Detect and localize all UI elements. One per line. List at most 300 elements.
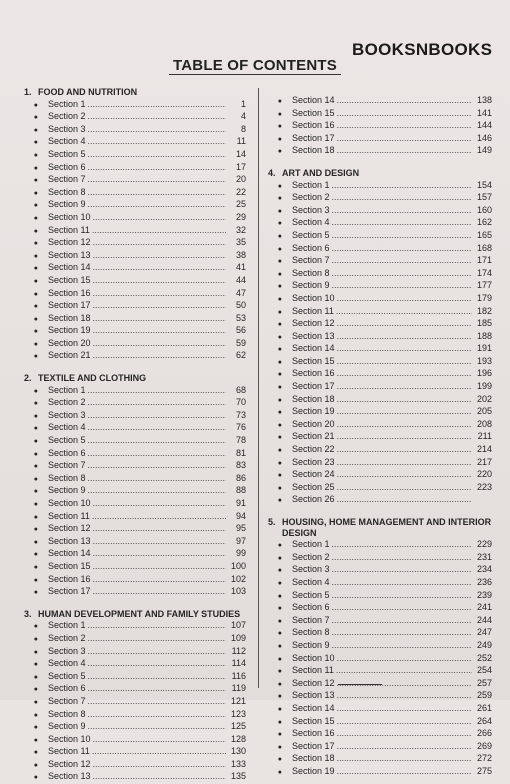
dot-leader xyxy=(337,120,472,131)
bullet-icon: ● xyxy=(277,283,282,291)
section-label: Section 15 xyxy=(48,560,91,571)
dot-leader xyxy=(93,300,226,311)
dot-leader xyxy=(88,448,226,459)
bullet-icon: ● xyxy=(277,346,282,354)
dot-leader xyxy=(337,133,472,144)
page-number: 112 xyxy=(231,645,246,656)
section-label: Section 19 xyxy=(292,406,335,417)
toc-entry xyxy=(268,331,492,344)
dot-leader xyxy=(336,306,472,317)
section-label: Section 8 xyxy=(292,267,330,278)
dot-leader xyxy=(88,683,226,694)
bullet-icon: ● xyxy=(277,554,282,562)
toc-entry xyxy=(268,343,492,356)
toc-entry xyxy=(268,280,492,293)
section-label: Section 3 xyxy=(48,123,86,134)
toc-entry xyxy=(268,217,492,230)
bullet-icon: ● xyxy=(33,648,38,656)
chapter-number: 2. xyxy=(24,373,32,384)
section-label: Section 7 xyxy=(48,695,86,706)
page-number: 100 xyxy=(230,560,246,571)
toc-entry xyxy=(268,255,492,268)
dot-leader xyxy=(332,180,472,191)
toc-entry xyxy=(268,602,492,615)
chapter-heading xyxy=(24,87,246,98)
dot-leader xyxy=(337,494,472,505)
section-label: Section 13 xyxy=(292,690,335,701)
bullet-icon: ● xyxy=(277,718,282,726)
page-number: 199 xyxy=(476,381,492,392)
page-number: 56 xyxy=(235,325,246,336)
bullet-icon: ● xyxy=(33,252,38,260)
toc-entry xyxy=(24,523,246,536)
section-label: Section 6 xyxy=(292,242,330,253)
page-number: 59 xyxy=(235,337,246,348)
section-label: Section 15 xyxy=(292,107,335,118)
bullet-icon: ● xyxy=(33,711,38,719)
bullet-icon: ● xyxy=(33,526,38,534)
section-label: Section 3 xyxy=(48,409,86,420)
dot-leader xyxy=(337,356,472,367)
toc-entry xyxy=(24,313,246,326)
dot-leader xyxy=(88,124,226,135)
dot-leader xyxy=(332,640,472,651)
section-label: Section 14 xyxy=(48,262,91,273)
page-number: 191 xyxy=(476,343,492,354)
bullet-icon: ● xyxy=(33,340,38,348)
spacer xyxy=(268,507,492,514)
page-number: 128 xyxy=(230,733,246,744)
page-number: 165 xyxy=(476,229,492,240)
section-label: Section 1 xyxy=(48,98,86,109)
toc-entry xyxy=(268,394,492,407)
toc-entry xyxy=(268,133,492,146)
spacer xyxy=(24,599,246,606)
page-number: 25 xyxy=(235,199,246,210)
bullet-icon: ● xyxy=(33,328,38,336)
bullet-icon: ● xyxy=(277,743,282,751)
chapter-heading xyxy=(24,609,246,620)
dot-leader xyxy=(93,771,226,782)
page-number: 1 xyxy=(240,98,246,109)
page-number: 231 xyxy=(476,551,492,562)
dot-leader xyxy=(93,523,226,534)
dot-leader xyxy=(93,313,226,324)
toc-entry xyxy=(268,406,492,419)
section-label: Section 4 xyxy=(48,422,86,433)
dot-leader xyxy=(332,615,472,626)
chapter-number: 5. xyxy=(268,517,276,527)
chapter-title: HUMAN DEVELOPMENT AND FAMILY STUDIES xyxy=(38,608,241,619)
section-label: Section 15 xyxy=(48,274,91,285)
bullet-icon: ● xyxy=(277,371,282,379)
chapter-heading xyxy=(268,517,492,538)
toc-entry xyxy=(24,174,246,187)
bullet-icon: ● xyxy=(277,484,282,492)
toc-entry xyxy=(24,586,246,599)
section-label: Section 10 xyxy=(48,211,91,222)
page-number: 70 xyxy=(235,397,246,408)
dot-leader xyxy=(337,444,472,455)
section-label: Section 9 xyxy=(48,485,86,496)
section-label: Section 22 xyxy=(292,444,335,455)
dot-leader xyxy=(332,268,472,279)
bullet-icon: ● xyxy=(33,315,38,323)
toc-entry xyxy=(268,205,492,218)
section-label: Section 3 xyxy=(292,564,330,575)
page-number: 121 xyxy=(230,695,246,706)
page-number: 68 xyxy=(235,384,246,395)
bullet-icon: ● xyxy=(33,563,38,571)
page-number: 223 xyxy=(476,481,492,492)
dot-leader xyxy=(88,149,226,160)
dot-leader xyxy=(337,431,472,442)
page-number: 266 xyxy=(476,728,492,739)
bullet-icon: ● xyxy=(277,447,282,455)
page-number: 83 xyxy=(235,460,246,471)
bullet-icon: ● xyxy=(33,387,38,395)
section-label: Section 18 xyxy=(48,312,91,323)
page-title-text: TABLE OF CONTENTS xyxy=(169,57,341,75)
chapter-title: ART AND DESIGN xyxy=(282,167,360,178)
dot-leader xyxy=(88,709,226,720)
page-number: 11 xyxy=(236,136,246,147)
page-number: 4 xyxy=(240,111,246,122)
dot-leader xyxy=(332,205,472,216)
dot-leader xyxy=(93,574,226,585)
section-label: Section 6 xyxy=(48,161,86,172)
section-label: Section 4 xyxy=(48,658,86,669)
bullet-icon: ● xyxy=(277,195,282,203)
toc-entry xyxy=(24,683,246,696)
toc-entry xyxy=(24,262,246,275)
page-number: 130 xyxy=(230,746,246,757)
section-label: Section 1 xyxy=(292,179,330,190)
page-number: 97 xyxy=(235,535,246,546)
dot-leader xyxy=(332,230,472,241)
bullet-icon: ● xyxy=(33,749,38,757)
bullet-icon: ● xyxy=(277,680,282,688)
section-label: Section 2 xyxy=(292,551,330,562)
page-number: 154 xyxy=(476,179,492,190)
section-label: Section 7 xyxy=(48,460,86,471)
bullet-icon: ● xyxy=(33,438,38,446)
dot-leader xyxy=(332,590,472,601)
toc-entry xyxy=(24,620,246,633)
toc-entry xyxy=(268,368,492,381)
bullet-icon: ● xyxy=(33,227,38,235)
section-label: Section 8 xyxy=(48,472,86,483)
section-label: Section 8 xyxy=(48,708,86,719)
section-label: Section 1 xyxy=(292,539,330,550)
page-number: 275 xyxy=(476,765,492,776)
section-label: Section 11 xyxy=(48,510,90,521)
toc-entry xyxy=(268,577,492,590)
page-number: 211 xyxy=(477,431,492,442)
bullet-icon: ● xyxy=(277,245,282,253)
toc-entry xyxy=(24,124,246,137)
bullet-icon: ● xyxy=(277,693,282,701)
section-label: Section 16 xyxy=(292,728,335,739)
page-number: 123 xyxy=(230,708,246,719)
toc-entry xyxy=(24,199,246,212)
toc-entry xyxy=(268,192,492,205)
toc-entry xyxy=(24,288,246,301)
dot-leader xyxy=(337,394,472,405)
toc-entry xyxy=(268,469,492,482)
bullet-icon: ● xyxy=(277,642,282,650)
dot-leader xyxy=(93,288,226,299)
dot-leader xyxy=(88,385,226,396)
page-number: 62 xyxy=(235,350,246,361)
bullet-icon: ● xyxy=(277,409,282,417)
toc-entry xyxy=(268,293,492,306)
section-label: Section 14 xyxy=(292,343,335,354)
page-number: 107 xyxy=(230,620,246,631)
section-label: Section 12 xyxy=(48,758,91,769)
section-label: Section 4 xyxy=(292,576,330,587)
section-label: Section 9 xyxy=(292,639,330,650)
bullet-icon: ● xyxy=(277,396,282,404)
toc-entry xyxy=(24,485,246,498)
page-number: 177 xyxy=(476,280,492,291)
page-number: 259 xyxy=(476,690,492,701)
page-number: 102 xyxy=(230,573,246,584)
dot-leader xyxy=(88,633,226,644)
bullet-icon: ● xyxy=(33,277,38,285)
page-number: 264 xyxy=(476,715,492,726)
toc-entry xyxy=(24,536,246,549)
section-label: Section 18 xyxy=(292,753,335,764)
section-label: Section 14 xyxy=(292,95,335,105)
section-label: Section 9 xyxy=(48,721,86,732)
page-number: 252 xyxy=(476,652,492,663)
dot-leader xyxy=(88,435,226,446)
chapter-number: 4. xyxy=(268,167,276,178)
page-number: 17 xyxy=(235,161,246,172)
toc-entry xyxy=(24,696,246,709)
section-label: Section 9 xyxy=(292,280,330,291)
section-label: Section 3 xyxy=(292,204,330,215)
dot-leader xyxy=(93,561,226,572)
section-label: Section 7 xyxy=(292,255,330,266)
bullet-icon: ● xyxy=(33,538,38,546)
toc-entry xyxy=(268,268,492,281)
section-label: Section 10 xyxy=(48,498,91,508)
toc-entry xyxy=(268,653,492,666)
bullet-icon: ● xyxy=(277,258,282,266)
bullet-icon: ● xyxy=(33,501,38,508)
section-label: Section 13 xyxy=(48,771,91,782)
toc-entry xyxy=(24,511,246,524)
bullet-icon: ● xyxy=(33,265,38,273)
bullet-icon: ● xyxy=(33,551,38,559)
dot-leader xyxy=(337,703,472,714)
page-number: 157 xyxy=(476,192,492,203)
page-number: 254 xyxy=(476,665,492,676)
section-label: Section 17 xyxy=(48,300,91,311)
section-label: Section 2 xyxy=(292,192,330,203)
page-number: 109 xyxy=(230,632,246,643)
bullet-icon: ● xyxy=(33,761,38,769)
toc-entry xyxy=(24,212,246,225)
page-number: 135 xyxy=(230,771,246,782)
bullet-icon: ● xyxy=(277,232,282,240)
dot-leader xyxy=(93,237,226,248)
page-number: 174 xyxy=(476,267,492,278)
bullet-icon: ● xyxy=(33,589,38,597)
page-number: 179 xyxy=(476,292,492,303)
page-number: 168 xyxy=(476,242,492,253)
toc-entry xyxy=(24,338,246,351)
section-label: Section 7 xyxy=(48,174,86,185)
page-number: 239 xyxy=(476,589,492,600)
section-label: Section 2 xyxy=(48,397,86,408)
page-number: 103 xyxy=(230,586,246,597)
section-label: Section 13 xyxy=(48,249,91,260)
bullet-icon: ● xyxy=(33,214,38,222)
page-number: 44 xyxy=(235,274,246,285)
page-number: 241 xyxy=(476,602,492,613)
bullet-icon: ● xyxy=(277,605,282,613)
dot-leader xyxy=(337,728,472,739)
bullet-icon: ● xyxy=(277,592,282,600)
page-number: 8 xyxy=(240,123,246,134)
toc-entry xyxy=(24,709,246,722)
dot-leader xyxy=(337,368,472,379)
bullet-icon: ● xyxy=(33,488,38,496)
dot-leader xyxy=(88,136,226,147)
toc-entry xyxy=(268,419,492,432)
toc-entry xyxy=(24,448,246,461)
toc-left-column xyxy=(24,84,246,784)
bullet-icon: ● xyxy=(277,384,282,392)
toc-entry xyxy=(268,444,492,457)
page-number: 81 xyxy=(235,447,246,458)
dot-leader xyxy=(337,653,472,664)
page-number: 185 xyxy=(476,318,492,329)
dot-leader xyxy=(332,552,472,563)
dot-leader xyxy=(88,460,226,471)
toc-entry xyxy=(268,494,492,507)
toc-entry xyxy=(24,350,246,363)
page-number: 76 xyxy=(235,422,246,433)
bullet-icon: ● xyxy=(33,623,38,631)
bullet-icon: ● xyxy=(33,240,38,248)
section-label: Section 6 xyxy=(292,602,330,613)
page-number: 95 xyxy=(235,523,246,534)
bullet-icon: ● xyxy=(33,513,38,521)
dot-leader xyxy=(88,199,226,210)
bullet-icon: ● xyxy=(277,135,282,143)
section-label: Section 15 xyxy=(292,355,335,366)
dot-leader xyxy=(332,539,472,550)
dot-leader xyxy=(332,243,472,254)
toc-entry xyxy=(268,431,492,444)
bullet-icon: ● xyxy=(277,705,282,713)
toc-entry xyxy=(24,435,246,448)
toc-entry xyxy=(24,721,246,734)
bullet-icon: ● xyxy=(33,635,38,643)
toc-entry xyxy=(24,275,246,288)
bullet-icon: ● xyxy=(277,617,282,625)
toc-entry xyxy=(24,473,246,486)
spacer xyxy=(24,363,246,370)
bottom-rule xyxy=(338,684,382,685)
toc-entry xyxy=(268,539,492,552)
section-label: Section 21 xyxy=(292,431,335,442)
toc-entry xyxy=(268,145,492,158)
dot-leader xyxy=(337,766,472,777)
toc-entry xyxy=(24,410,246,423)
toc-entry xyxy=(24,658,246,671)
bullet-icon: ● xyxy=(277,459,282,467)
section-label: Section 6 xyxy=(48,447,86,458)
section-label: Section 1 xyxy=(48,384,86,395)
bullet-icon: ● xyxy=(277,358,282,366)
page-number: 214 xyxy=(476,444,492,455)
chapter-title: HOUSING, HOME MANAGEMENT AND INTERIOR DESIGN xyxy=(282,517,492,538)
section-label: Section 9 xyxy=(48,199,86,210)
dot-leader xyxy=(337,108,472,119)
dot-leader xyxy=(88,187,226,198)
toc-entry xyxy=(268,716,492,729)
toc-entry xyxy=(24,646,246,659)
page-number: 41 xyxy=(235,262,246,273)
page-number: 138 xyxy=(476,95,492,105)
dot-leader xyxy=(336,665,472,676)
section-label: Section 16 xyxy=(48,573,91,584)
toc-entry xyxy=(268,318,492,331)
section-label: Section 13 xyxy=(48,535,91,546)
dot-leader xyxy=(88,658,226,669)
bullet-icon: ● xyxy=(33,139,38,147)
dot-leader xyxy=(88,671,226,682)
bullet-icon: ● xyxy=(277,655,282,663)
dot-leader xyxy=(88,99,226,110)
section-label: Section 14 xyxy=(292,702,335,713)
dot-leader xyxy=(93,338,226,349)
page-number: 32 xyxy=(235,224,246,235)
section-label: Section 3 xyxy=(48,645,86,656)
toc-entry xyxy=(268,640,492,653)
page-number: 125 xyxy=(230,721,246,732)
toc-entry xyxy=(268,108,492,121)
toc-entry xyxy=(24,237,246,250)
section-label: Section 23 xyxy=(292,456,335,467)
page-number: 249 xyxy=(476,639,492,650)
dot-leader xyxy=(337,406,472,417)
dot-leader xyxy=(88,111,226,122)
section-label: Section 19 xyxy=(48,325,91,336)
dot-leader xyxy=(93,734,226,745)
bullet-icon: ● xyxy=(33,774,38,782)
page-number: 171 xyxy=(476,255,492,266)
toc-entry xyxy=(268,482,492,495)
bullet-icon: ● xyxy=(33,425,38,433)
bullet-icon: ● xyxy=(277,220,282,228)
dot-leader xyxy=(332,577,472,588)
toc-entry xyxy=(268,590,492,603)
dot-leader xyxy=(337,293,472,304)
bullet-icon: ● xyxy=(277,768,282,776)
page-number: 196 xyxy=(476,368,492,379)
page-number: 182 xyxy=(476,305,492,316)
bullet-icon: ● xyxy=(33,177,38,185)
page-number: 91 xyxy=(235,498,246,508)
page-number: 247 xyxy=(476,627,492,638)
page-number: 193 xyxy=(476,355,492,366)
